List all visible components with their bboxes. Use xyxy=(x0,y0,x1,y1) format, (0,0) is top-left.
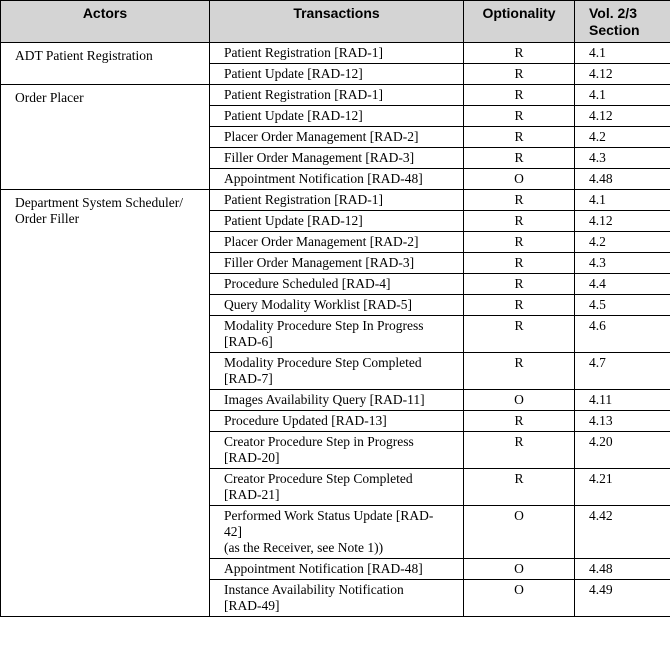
optionality-cell: R xyxy=(464,148,575,169)
transaction-cell: Patient Registration [RAD-1] xyxy=(210,85,464,106)
transaction-cell: Patient Update [RAD-12] xyxy=(210,106,464,127)
optionality-cell: O xyxy=(464,559,575,580)
section-cell: 4.2 xyxy=(575,232,670,253)
optionality-cell: R xyxy=(464,432,575,469)
actor-cell: Department System Scheduler/ Order Filler xyxy=(1,190,210,617)
transaction-cell: Images Availability Query [RAD-11] xyxy=(210,390,464,411)
section-cell: 4.20 xyxy=(575,432,670,469)
header-actors: Actors xyxy=(1,1,210,43)
optionality-cell: R xyxy=(464,295,575,316)
transaction-cell: Filler Order Management [RAD-3] xyxy=(210,148,464,169)
optionality-cell: R xyxy=(464,469,575,506)
section-cell: 4.7 xyxy=(575,353,670,390)
transaction-cell: Creator Procedure Step in Progress [RAD-20] xyxy=(210,432,464,469)
section-cell: 4.3 xyxy=(575,148,670,169)
section-cell: 4.48 xyxy=(575,559,670,580)
optionality-cell: R xyxy=(464,274,575,295)
optionality-cell: R xyxy=(464,64,575,85)
header-optionality: Optionality xyxy=(464,1,575,43)
optionality-cell: O xyxy=(464,390,575,411)
optionality-cell: R xyxy=(464,43,575,64)
section-cell: 4.12 xyxy=(575,106,670,127)
transaction-cell: Appointment Notification [RAD-48] xyxy=(210,169,464,190)
transaction-cell: Placer Order Management [RAD-2] xyxy=(210,127,464,148)
transaction-cell: Patient Update [RAD-12] xyxy=(210,211,464,232)
table-row xyxy=(1,190,670,211)
optionality-cell: O xyxy=(464,506,575,559)
section-cell: 4.2 xyxy=(575,127,670,148)
section-cell: 4.4 xyxy=(575,274,670,295)
section-cell: 4.1 xyxy=(575,190,670,211)
transaction-cell: Patient Registration [RAD-1] xyxy=(210,43,464,64)
section-cell: 4.49 xyxy=(575,580,670,617)
section-cell: 4.5 xyxy=(575,295,670,316)
section-cell: 4.48 xyxy=(575,169,670,190)
optionality-cell: R xyxy=(464,253,575,274)
transaction-cell: Modality Procedure Step Completed [RAD-7] xyxy=(210,353,464,390)
transaction-cell: Filler Order Management [RAD-3] xyxy=(210,253,464,274)
transaction-cell: Appointment Notification [RAD-48] xyxy=(210,559,464,580)
table-row xyxy=(1,43,670,64)
section-cell: 4.3 xyxy=(575,253,670,274)
optionality-cell: R xyxy=(464,190,575,211)
transaction-cell: Creator Procedure Step Completed [RAD-21] xyxy=(210,469,464,506)
optionality-cell: R xyxy=(464,211,575,232)
header-transactions: Transactions xyxy=(210,1,464,43)
transaction-cell: Modality Procedure Step In Progress [RAD-6] xyxy=(210,316,464,353)
section-cell: 4.1 xyxy=(575,85,670,106)
optionality-cell: R xyxy=(464,411,575,432)
section-cell: 4.12 xyxy=(575,64,670,85)
table-row xyxy=(1,85,670,106)
section-cell: 4.1 xyxy=(575,43,670,64)
optionality-cell: R xyxy=(464,85,575,106)
optionality-cell: R xyxy=(464,106,575,127)
optionality-cell: R xyxy=(464,353,575,390)
transaction-cell: Query Modality Worklist [RAD-5] xyxy=(210,295,464,316)
transaction-cell: Instance Availability Notification [RAD-49] xyxy=(210,580,464,617)
actor-cell: ADT Patient Registration xyxy=(1,43,210,85)
transaction-cell: Procedure Updated [RAD-13] xyxy=(210,411,464,432)
section-cell: 4.11 xyxy=(575,390,670,411)
header-section: Vol. 2/3 Section xyxy=(575,1,670,43)
optionality-cell: O xyxy=(464,169,575,190)
section-cell: 4.13 xyxy=(575,411,670,432)
transaction-cell: Performed Work Status Update [RAD- 42] (as the Receiver, see Note 1)) xyxy=(210,506,464,559)
header-row xyxy=(1,1,670,43)
optionality-cell: R xyxy=(464,127,575,148)
section-cell: 4.12 xyxy=(575,211,670,232)
table-body xyxy=(1,43,670,617)
optionality-cell: R xyxy=(464,316,575,353)
actor-cell: Order Placer xyxy=(1,85,210,190)
transaction-cell: Placer Order Management [RAD-2] xyxy=(210,232,464,253)
transaction-cell: Procedure Scheduled [RAD-4] xyxy=(210,274,464,295)
optionality-cell: O xyxy=(464,580,575,617)
section-cell: 4.6 xyxy=(575,316,670,353)
transaction-cell: Patient Update [RAD-12] xyxy=(210,64,464,85)
section-cell: 4.42 xyxy=(575,506,670,559)
section-cell: 4.21 xyxy=(575,469,670,506)
transaction-cell: Patient Registration [RAD-1] xyxy=(210,190,464,211)
optionality-cell: R xyxy=(464,232,575,253)
